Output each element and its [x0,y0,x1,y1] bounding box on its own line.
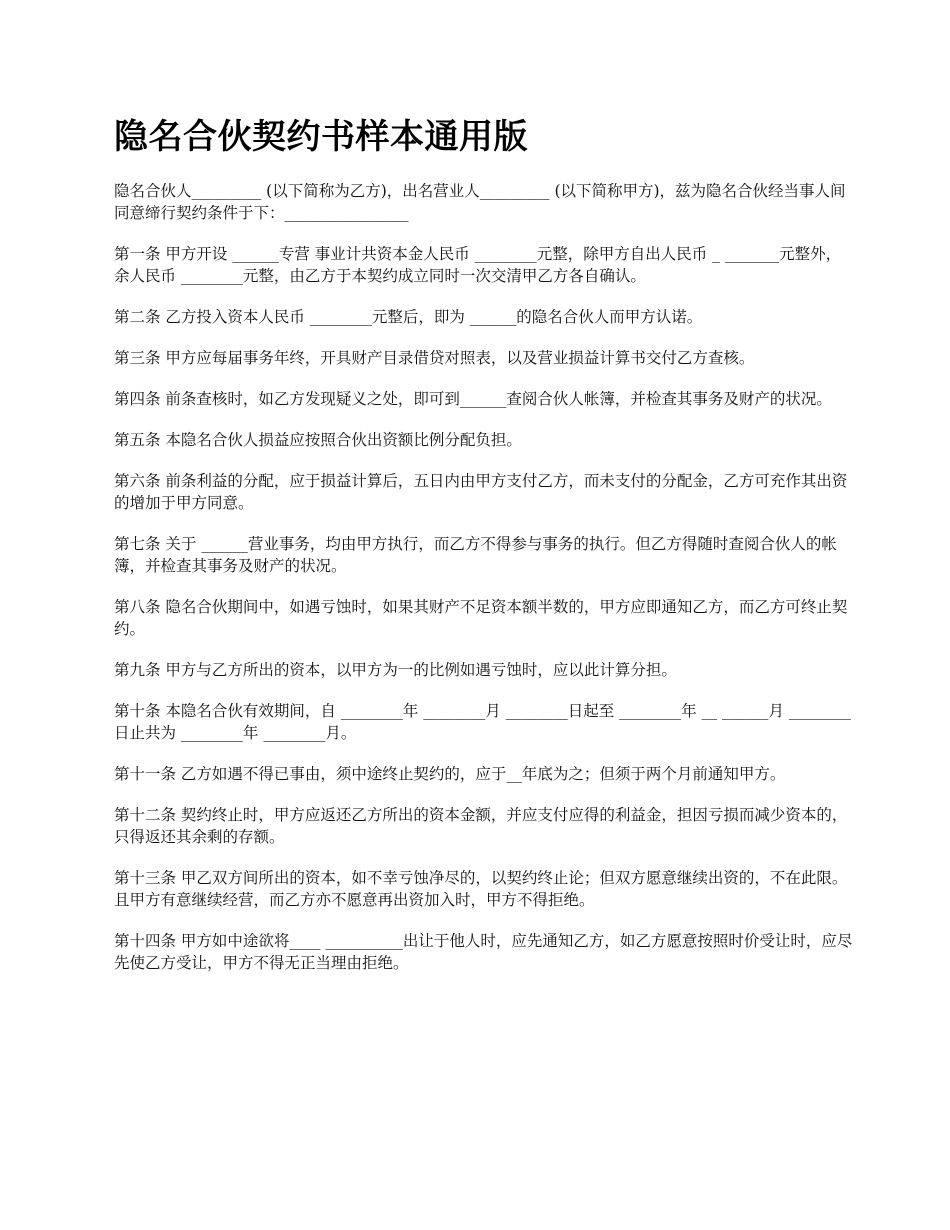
paragraph-preamble: 隐名合伙人_________ (以下简称为乙方)，出名营业人_________ (以下简称甲方)，兹为隐名合伙经当事人间同意缔行契约条件于下：________________ [114,182,846,222]
paragraph-article-3: 第三条 甲方应每届事务年终，开具财产目录借贷对照表，以及营业损益计算书交付乙方查核。 [114,349,755,367]
paragraph-article-5: 第五条 本隐名合伙人损益应按照合伙出资额比例分配负担。 [114,431,522,449]
paragraph-article-4: 第四条 前条查核时，如乙方发现疑义之处，即可到______查阅合伙人帐簿，并检查其事务及财产的状况。 [114,390,832,408]
paragraph-article-9: 第九条 甲方与乙方所出的资本，以甲方为一的比例如遇亏蚀时，应以此计算分担。 [114,661,677,679]
paragraph-article-2: 第二条 乙方投入资本人民币 ________元整后，即为 ______的隐名合伙人而甲方认诺。 [114,308,703,326]
paragraph-article-6: 第六条 前条利益的分配，应于损益计算后，五日内由甲方支付乙方，而未支付的分配金，乙方可充作其出资的增加于甲方同意。 [114,472,848,512]
paragraph-article-8: 第八条 隐名合伙期间中，如遇亏蚀时，如果其财产不足资本额半数的，甲方应即通知乙方，而乙方可终止契约。 [114,598,848,638]
document-page [114,112,854,993]
paragraph-article-10: 第十条 本隐名合伙有效期间，自 ________年 ________月 ________日起至 ________年 __ ______月 ________日止共为 ________年 ________月。 [114,702,851,742]
document-title: 隐名合伙契约书样本通用版 [114,117,528,157]
paragraph-article-13: 第十三条 甲乙双方间所出的资本，如不幸亏蚀净尽的，以契约终止论；但双方愿意继续出资的，不在此限。且甲方有意继续经营，而乙方亦不愿意再出资加入时，甲方不得拒绝。 [114,869,848,909]
paragraph-article-7: 第七条 关于 ______营业事务，均由甲方执行，而乙方不得参与事务的执行。但乙方得随时查阅合伙人的帐簿，并检查其事务及财产的状况。 [114,535,837,575]
paragraph-article-14: 第十四条 甲方如中途欲将____ __________出让于他人时，应先通知乙方，如乙方愿意按照时价受让时，应尽先使乙方受让，甲方不得无正当理由拒绝。 [114,932,853,972]
paragraph-article-12: 第十二条 契约终止时，甲方应返还乙方所出的资本金额，并应支付应得的利益金，担因亏损而减少资本的，只得返还其余剩的存额。 [114,806,848,846]
paragraph-article-1: 第一条 甲方开设 ______专营 事业计共资本金人民币 ________元整，除甲方自出人民币 _ _______元整外，余人民币 ________元整，由乙方于本契约成立同时一次交清甲乙方各自确认。 [114,245,842,285]
paragraph-article-11: 第十一条 乙方如遇不得已事由，须中途终止契约的，应于__年底为之；但须于两个月前通知甲方。 [114,765,786,783]
